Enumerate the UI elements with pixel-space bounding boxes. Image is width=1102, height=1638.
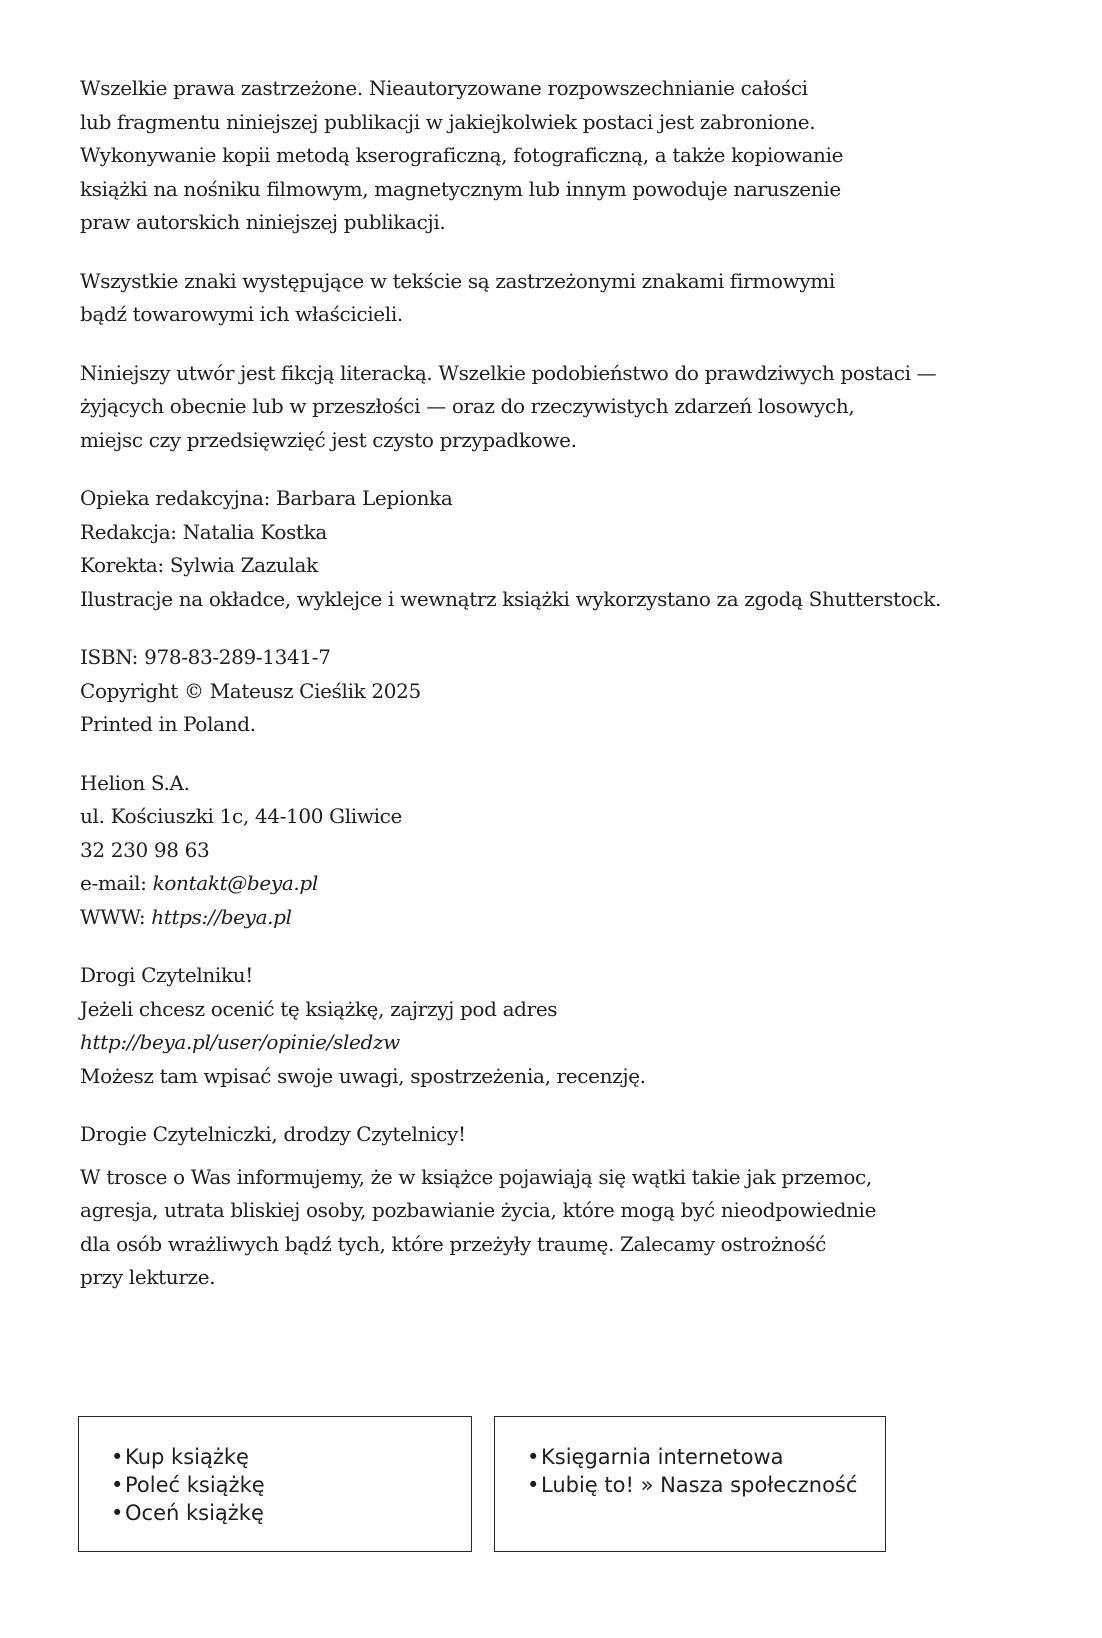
isbn: ISBN: 978-83-289-1341-7 xyxy=(80,645,331,669)
review-note: Możesz tam wpisać swoje uwagi, spostrzeżenia, recenzję. xyxy=(80,1063,646,1088)
warning-line: przy lekturze. xyxy=(80,1265,216,1289)
shop-links-list xyxy=(527,1443,885,1499)
email-link[interactable]: kontakt@beya.pl xyxy=(152,871,318,895)
www-label: WWW: xyxy=(80,904,152,929)
book-actions-list xyxy=(111,1443,471,1527)
review-prompt: Jeżeli chcesz ocenić tę książkę, zajrzyj pod adres xyxy=(80,996,558,1021)
rights-line: lub fragmentu niniejszej publikacji w jakiejkolwiek postaci jest zabronione. xyxy=(80,109,816,134)
content-warning xyxy=(80,1161,1040,1295)
rights-line: Wykonywanie kopii metodą kserograficzną, fotograficzną, a także kopiowanie xyxy=(80,143,844,167)
recommend-book-label: Poleć książkę xyxy=(125,1473,265,1497)
online-bookstore-label: Księgarnia internetowa xyxy=(541,1445,784,1469)
warning-line: W trosce o Was informujemy, że w książce pojawiają się wątki takie jak przemoc, xyxy=(80,1164,872,1189)
fiction-line: żyjących obecnie lub w przeszłości — oraz do rzeczywistych zdarzeń losowych, xyxy=(80,394,855,418)
bullet-icon: • xyxy=(111,1501,124,1525)
publisher-www-row xyxy=(80,901,1040,935)
rate-book-label: Oceń książkę xyxy=(125,1501,264,1525)
recommend-book-link[interactable] xyxy=(111,1471,471,1499)
publisher-email-row xyxy=(80,867,1040,901)
trademark-line: bądź towarowymi ich właścicieli. xyxy=(80,302,403,326)
publisher-phone: 32 230 98 63 xyxy=(80,837,210,862)
community-label: Lubię to! » Nasza społeczność xyxy=(541,1473,858,1497)
rights-notice xyxy=(80,72,1040,240)
credit-editor: Redakcja: Natalia Kostka xyxy=(80,519,328,544)
bullet-icon: • xyxy=(111,1473,124,1497)
review-url-link[interactable]: http://beya.pl/user/opinie/sledzw xyxy=(80,1030,400,1054)
copyright: Copyright © Mateusz Cieślik 2025 xyxy=(80,678,421,703)
trademark-notice xyxy=(80,265,1040,332)
rights-line: Wszelkie prawa zastrzeżone. Nieautoryzowane rozpowszechnianie całości xyxy=(80,76,808,100)
bullet-icon: • xyxy=(527,1445,540,1469)
warning-greeting: Drogie Czytelniczki, drodzy Czytelnicy! xyxy=(80,1122,466,1146)
printed-in: Printed in Poland. xyxy=(80,712,256,736)
online-bookstore-link[interactable] xyxy=(527,1443,885,1471)
publisher-block xyxy=(80,767,1040,935)
email-label: e-mail: xyxy=(80,871,153,895)
isbn-block xyxy=(80,641,1040,742)
publisher-name: Helion S.A. xyxy=(80,770,190,795)
trademark-line: Wszystkie znaki występujące w tekście są zastrzeżonymi znakami firmowymi xyxy=(80,268,835,293)
buy-book-label: Kup książkę xyxy=(125,1445,249,1469)
credit-illustrations: Ilustracje na okładce, wyklejce i wewnątrz książki wykorzystano za zgodą Shutterstock. xyxy=(80,586,942,611)
credit-editorial-care: Opieka redakcyjna: Barbara Lepionka xyxy=(80,486,453,510)
review-invite xyxy=(80,959,1040,1093)
editorial-credits xyxy=(80,482,1040,616)
rights-line: książki na nośniku filmowym, magnetycznym lub innym powoduje naruszenie xyxy=(80,176,841,201)
fiction-line: miejsc czy przedsięwzięć jest czysto przypadkowe. xyxy=(80,427,577,452)
www-link[interactable]: https://beya.pl xyxy=(151,904,292,929)
book-actions-box xyxy=(78,1416,472,1552)
publisher-address: ul. Kościuszki 1c, 44-100 Gliwice xyxy=(80,804,403,828)
review-greeting: Drogi Czytelniku! xyxy=(80,963,253,987)
bullet-icon: • xyxy=(527,1473,540,1497)
rate-book-link[interactable] xyxy=(111,1499,471,1527)
community-link[interactable] xyxy=(527,1471,885,1499)
warning-line: dla osób wrażliwych bądź tych, które przeżyły traumę. Zalecamy ostrożność xyxy=(80,1231,827,1256)
shop-links-box xyxy=(494,1416,886,1552)
warning-line: agresja, utrata bliskiej osoby, pozbawianie życia, które mogą być nieodpowiednie xyxy=(80,1198,877,1222)
fiction-line: Niniejszy utwór jest fikcją literacką. Wszelkie podobieństwo do prawdziwych postaci — xyxy=(80,360,937,385)
colophon xyxy=(80,72,1040,1320)
credit-proofreading: Korekta: Sylwia Zazulak xyxy=(80,553,318,577)
fiction-disclaimer xyxy=(80,357,1040,458)
rights-line: praw autorskich niniejszej publikacji. xyxy=(80,210,446,234)
bullet-icon: • xyxy=(111,1445,124,1469)
buy-book-link[interactable] xyxy=(111,1443,471,1471)
